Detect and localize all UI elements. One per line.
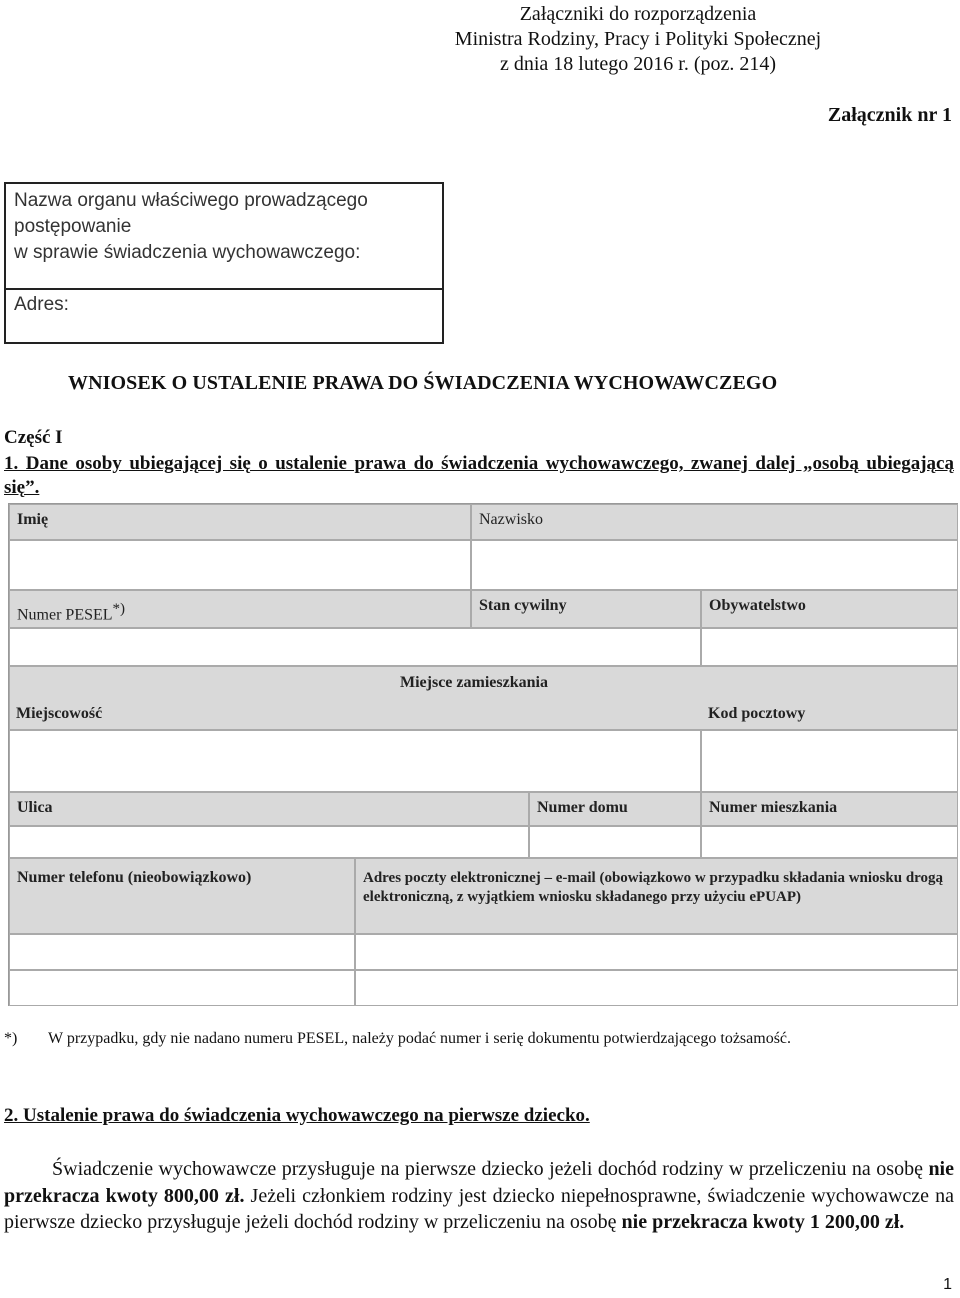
authority-name-label-1: Nazwa organu właściwego prowadzącego (14, 190, 368, 211)
postal-code-label: Kod pocztowy (708, 705, 806, 722)
header-line-2: Ministra Rodziny, Pracy i Polityki Społecznej (454, 28, 822, 50)
pesel-label: Numer PESEL (17, 606, 113, 624)
page-number: 1 (943, 1276, 952, 1293)
pesel-label-cell (9, 590, 471, 628)
citizenship-label: Obywatelstwo (709, 597, 806, 614)
house-number-label: Numer domu (537, 799, 628, 816)
email-label-cell (355, 858, 958, 934)
phone-input[interactable] (9, 934, 355, 970)
attachment-number: Załącznik nr 1 (827, 104, 952, 126)
marital-status-label: Stan cywilny (479, 597, 567, 614)
apartment-number-input[interactable] (701, 826, 958, 858)
street-label-cell (9, 792, 529, 826)
phone-input-continued[interactable] (9, 970, 355, 1006)
paragraph-text-1: Świadczenie wychowawcze przysługuje na pierwsze dziecko jeżeli dochód rodziny w przeliczeniu na osobę (52, 1158, 929, 1180)
authority-address-field[interactable] (6, 290, 442, 320)
pesel-footnote-mark: *) (112, 601, 126, 617)
section-1-heading: 1. Dane osoby ubiegającej się o ustalenie prawa do świadczenia wychowawczego, zwanej dalej „osobą ubiegającą się”. (4, 453, 954, 498)
email-input[interactable] (355, 934, 958, 970)
citizenship-input[interactable] (701, 628, 958, 666)
regulation-header (378, 2, 898, 77)
last-name-label: Nazwisko (479, 511, 543, 528)
street-label: Ulica (17, 799, 53, 816)
residence-label: Miejsce zamieszkania (400, 674, 548, 691)
eligibility-paragraph (4, 1156, 954, 1236)
footnote-text: W przypadku, gdy nie nadano numeru PESEL, należy podać numer i serię dokumentu potwierdzającego tożsamość. (48, 1030, 792, 1047)
header-line-1: Załączniki do rozporządzenia (519, 3, 757, 25)
applicant-data-form (8, 503, 958, 1006)
house-number-input[interactable] (529, 826, 701, 858)
residence-label-block (9, 666, 958, 730)
locality-input[interactable] (9, 730, 701, 792)
part-heading: Część I (4, 427, 63, 448)
first-name-label: Imię (17, 511, 49, 528)
authority-address-label: Adres: (14, 294, 69, 315)
apartment-number-label-cell (701, 792, 958, 826)
authority-name-label-3: w sprawie świadczenia wychowawczego: (14, 242, 361, 263)
apartment-number-label: Numer mieszkania (709, 799, 838, 816)
marital-status-label-cell (471, 590, 701, 628)
authority-name-field[interactable] (6, 184, 442, 290)
street-input[interactable] (9, 826, 529, 858)
last-name-input[interactable] (471, 540, 958, 590)
paragraph-text-2: Jeżeli członkiem rodziny jest dziecko niepełnosprawne, świadczenie wychowawcze na pierwsze dziecko przysługuje jeżeli dochód rodziny w przeliczeniu na osobę (4, 1184, 954, 1233)
authority-box (4, 182, 444, 344)
email-input-continued[interactable] (355, 970, 958, 1006)
phone-label: Numer telefonu (nieobowiązkowo) (17, 869, 252, 886)
first-name-label-cell (9, 504, 471, 540)
email-label: Adres poczty elektronicznej – e-mail (obowiązkowo w przypadku składania wniosku drogą elektroniczną, z wyjątkiem wniosku składanego przy użyciu ePUAP) (363, 870, 944, 905)
form-title: WNIOSEK O USTALENIE PRAWA DO ŚWIADCZENIA WYCHOWAWCZEGO (68, 372, 778, 394)
pesel-input[interactable] (9, 628, 701, 666)
section-2-heading: 2. Ustalenie prawa do świadczenia wychowawczego na pierwsze dziecko. (4, 1105, 590, 1126)
authority-name-label-2: postępowanie (14, 216, 132, 237)
postal-code-input[interactable] (701, 730, 958, 792)
citizenship-label-cell (701, 590, 958, 628)
header-line-3: z dnia 18 lutego 2016 r. (poz. 214) (499, 53, 777, 75)
locality-label: Miejscowość (16, 705, 103, 722)
phone-label-cell (9, 858, 355, 934)
last-name-label-cell (471, 504, 958, 540)
first-name-input[interactable] (9, 540, 471, 590)
house-number-label-cell (529, 792, 701, 826)
income-threshold-2: nie przekracza kwoty 1 200,00 zł. (621, 1211, 905, 1233)
footnote-mark: *) (4, 1030, 18, 1047)
income-threshold-1: nie przekracza kwoty 800,00 zł. (4, 1158, 954, 1207)
